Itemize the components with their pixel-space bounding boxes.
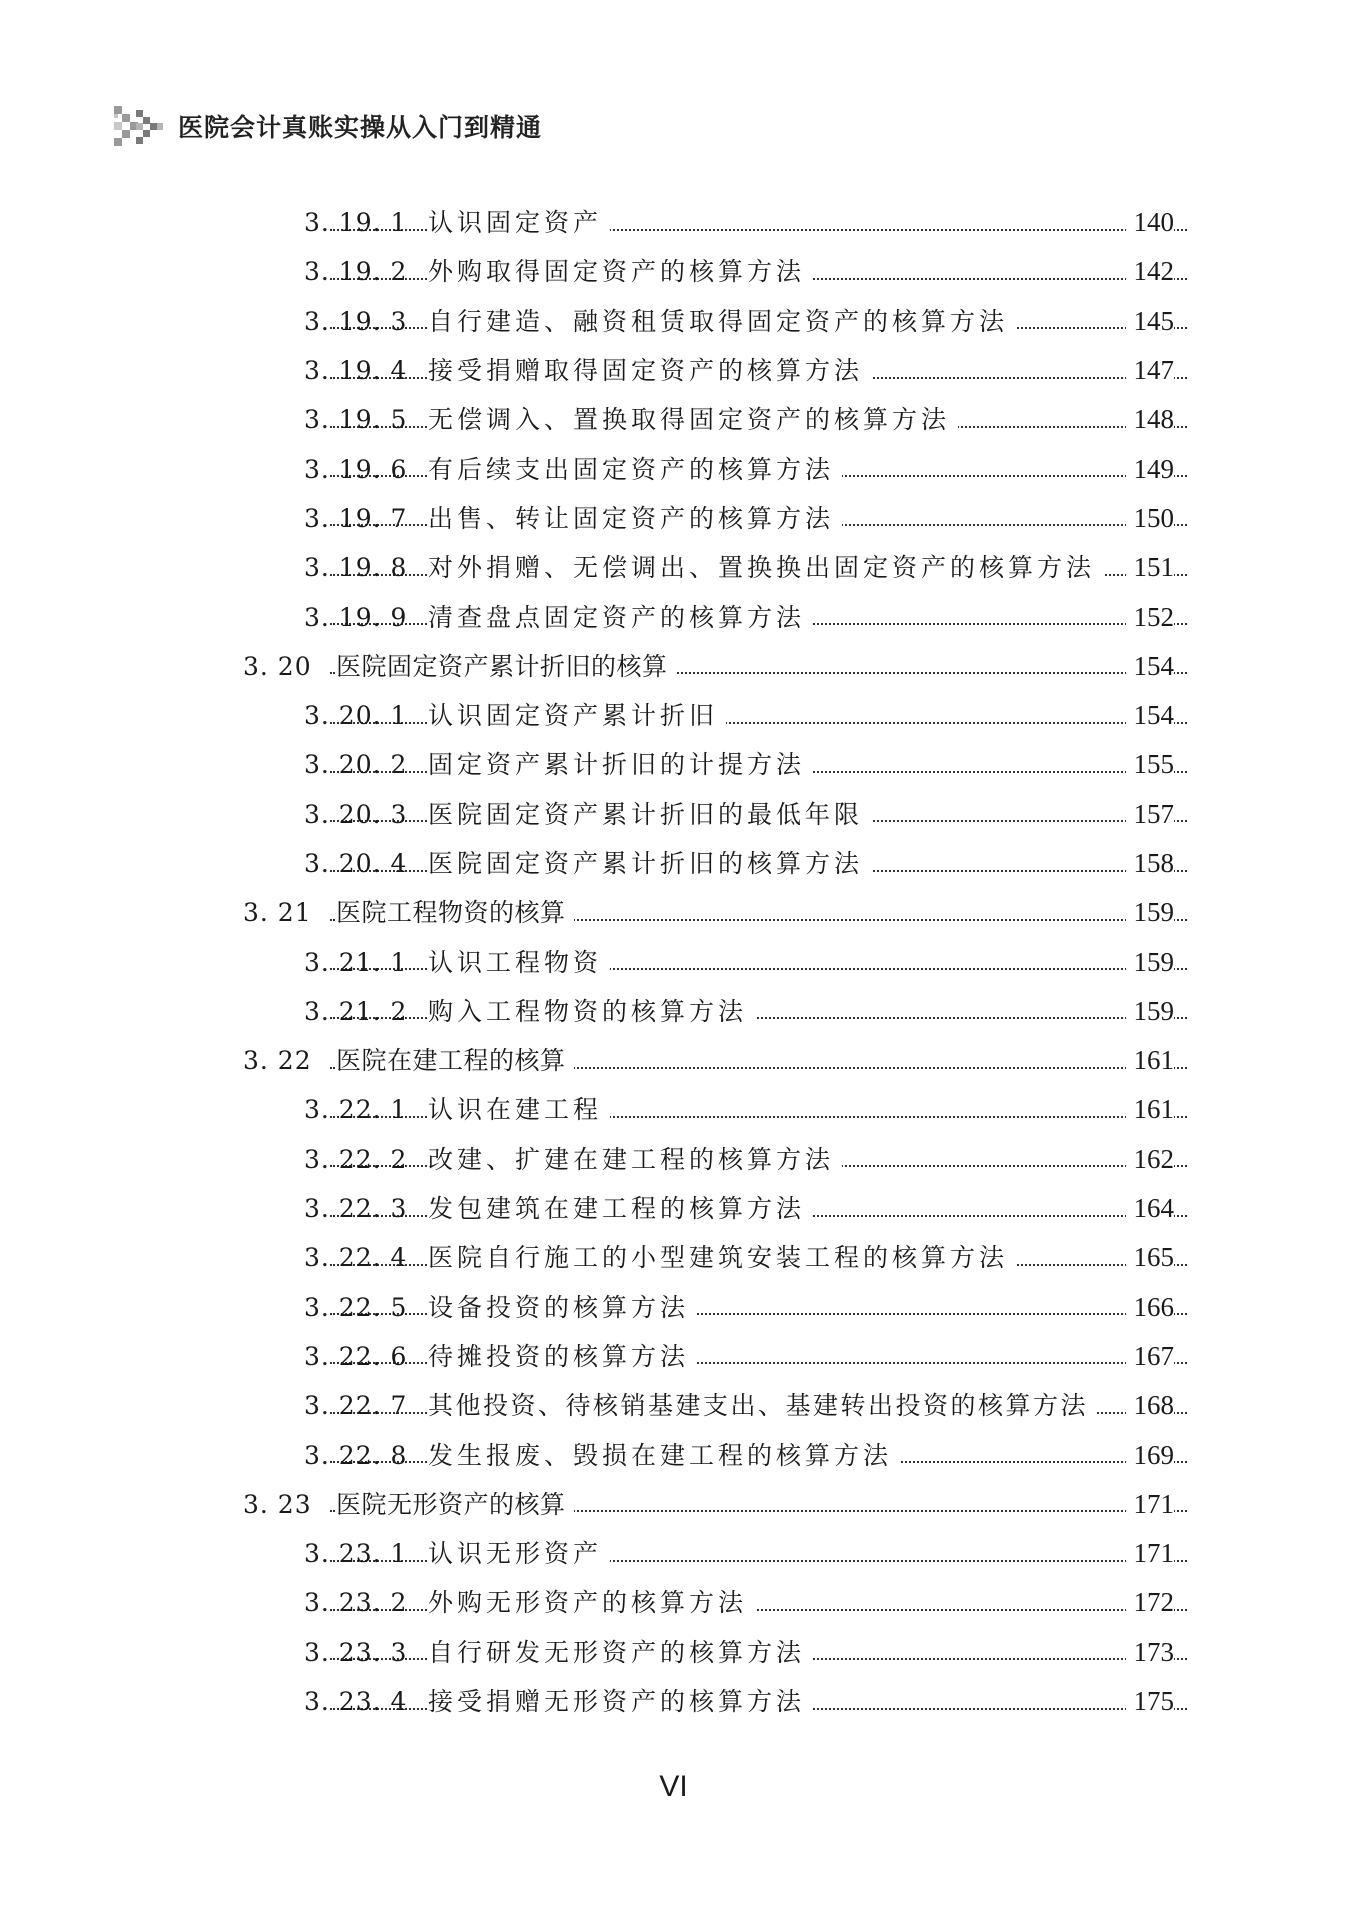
page-number: VI xyxy=(659,1770,688,1803)
toc-entry-title: 发生报废、毁损在建工程的核算方法 xyxy=(428,1443,900,1468)
toc-entry-number: 3. 19. 4 xyxy=(304,356,408,386)
toc-entry-title: 接受捐赠取得固定资产的核算方法 xyxy=(428,358,871,383)
toc-entry-page: 161 xyxy=(1126,1096,1175,1123)
toc-entry-number: 3. 22. 7 xyxy=(304,1391,408,1421)
toc-entry-number: 3. 22. 2 xyxy=(304,1144,408,1174)
toc-entry-page: 142 xyxy=(1126,258,1175,285)
toc-entry-title: 医院固定资产累计折旧的最低年限 xyxy=(428,802,871,827)
toc-entry-page: 157 xyxy=(1126,801,1175,828)
toc-entry-page: 150 xyxy=(1126,505,1175,532)
toc-subsection-entry[interactable] xyxy=(0,740,1347,789)
toc-entry-title: 自行建造、融资租赁取得固定资产的核算方法 xyxy=(428,309,1016,334)
toc-entry-page: 175 xyxy=(1126,1688,1175,1715)
toc-entry-page: 167 xyxy=(1126,1343,1175,1370)
toc-entry-title: 待摊投资的核算方法 xyxy=(428,1344,697,1369)
toc-entry-title: 认识工程物资 xyxy=(428,950,610,975)
toc-entry-page: 159 xyxy=(1126,949,1175,976)
toc-subsection-entry[interactable] xyxy=(0,1628,1347,1677)
toc-entry-title: 认识固定资产 xyxy=(428,210,610,235)
toc-entry-number: 3. 20 xyxy=(243,651,312,681)
toc-subsection-entry[interactable] xyxy=(0,1529,1347,1578)
toc-entry-page: 164 xyxy=(1126,1195,1175,1222)
toc-subsection-entry[interactable] xyxy=(0,839,1347,888)
toc-entry-number: 3. 23. 1 xyxy=(304,1539,408,1569)
toc-entry-number: 3. 22. 4 xyxy=(304,1243,408,1273)
toc-subsection-entry[interactable] xyxy=(0,444,1347,493)
toc-section-entry[interactable] xyxy=(0,1480,1347,1529)
toc-entry-title: 医院自行施工的小型建筑安装工程的核算方法 xyxy=(428,1245,1016,1270)
toc-entry-number: 3. 22. 8 xyxy=(304,1440,408,1470)
toc-entry-title: 外购无形资产的核算方法 xyxy=(428,1590,755,1615)
toc-entry-page: 166 xyxy=(1126,1294,1175,1321)
toc-entry-page: 172 xyxy=(1126,1589,1175,1616)
toc-entry-title: 医院固定资产累计折旧的核算 xyxy=(336,654,676,679)
toc-entry-page: 147 xyxy=(1126,357,1175,384)
toc-entry-page: 159 xyxy=(1126,899,1175,926)
toc-entry-number: 3. 20. 2 xyxy=(304,750,408,780)
toc-entry-number: 3. 19. 7 xyxy=(304,503,408,533)
toc-entry-page: 155 xyxy=(1126,751,1175,778)
toc-entry-number: 3. 23. 4 xyxy=(304,1687,408,1717)
toc-subsection-entry[interactable] xyxy=(0,1677,1347,1726)
toc-entry-page: 161 xyxy=(1126,1047,1175,1074)
toc-entry-title: 医院固定资产累计折旧的核算方法 xyxy=(428,851,871,876)
toc-entry-number: 3. 20. 3 xyxy=(304,799,408,829)
toc-subsection-entry[interactable] xyxy=(0,1135,1347,1184)
toc-entry-page: 154 xyxy=(1126,653,1175,680)
toc-subsection-entry[interactable] xyxy=(0,1332,1347,1381)
toc-entry-page: 158 xyxy=(1126,850,1175,877)
toc-entry-number: 3. 22 xyxy=(243,1046,312,1076)
toc-subsection-entry[interactable] xyxy=(0,937,1347,986)
toc-entry-page: 145 xyxy=(1126,308,1175,335)
toc-subsection-entry[interactable] xyxy=(0,247,1347,296)
toc-entry-title: 医院工程物资的核算 xyxy=(336,900,574,925)
toc-entry-title: 其他投资、待核销基建支出、基建转出投资的核算方法 xyxy=(428,1393,1096,1418)
toc-subsection-entry[interactable] xyxy=(0,1085,1347,1134)
toc-subsection-entry[interactable] xyxy=(0,1184,1347,1233)
toc-entry-page: 162 xyxy=(1126,1146,1175,1173)
toc-entry-title: 发包建筑在建工程的核算方法 xyxy=(428,1196,813,1221)
toc-subsection-entry[interactable] xyxy=(0,1430,1347,1479)
toc-entry-title: 自行研发无形资产的核算方法 xyxy=(428,1640,813,1665)
toc-entry-number: 3. 21. 1 xyxy=(304,947,408,977)
toc-entry-page: 159 xyxy=(1126,998,1175,1025)
toc-subsection-entry[interactable] xyxy=(0,198,1347,247)
toc-subsection-entry[interactable] xyxy=(0,592,1347,641)
toc-entry-number: 3. 21. 2 xyxy=(304,996,408,1026)
toc-entry-page: 151 xyxy=(1126,554,1175,581)
toc-entry-page: 148 xyxy=(1126,406,1175,433)
toc-entry-number: 3. 22. 1 xyxy=(304,1095,408,1125)
toc-entry-title: 出售、转让固定资产的核算方法 xyxy=(428,506,842,531)
toc-subsection-entry[interactable] xyxy=(0,1233,1347,1282)
toc-entry-page: 168 xyxy=(1126,1392,1175,1419)
toc-entry-title: 购入工程物资的核算方法 xyxy=(428,999,755,1024)
toc-subsection-entry[interactable] xyxy=(0,1283,1347,1332)
toc-entry-title: 认识固定资产累计折旧 xyxy=(428,703,726,728)
toc-entry-page: 173 xyxy=(1126,1639,1175,1666)
toc-entry-title: 设备投资的核算方法 xyxy=(428,1295,697,1320)
toc-section-entry[interactable] xyxy=(0,1036,1347,1085)
toc-subsection-entry[interactable] xyxy=(0,395,1347,444)
book-title: 医院会计真账实操从入门到精通 xyxy=(178,113,543,142)
toc-entry-number: 3. 22. 6 xyxy=(304,1341,408,1371)
toc-entry-number: 3. 23. 2 xyxy=(304,1588,408,1618)
toc-entry-page: 171 xyxy=(1126,1491,1175,1518)
toc-section-entry[interactable] xyxy=(0,888,1347,937)
toc-subsection-entry[interactable] xyxy=(0,1578,1347,1627)
toc-entry-page: 171 xyxy=(1126,1540,1175,1567)
toc-entry-title: 有后续支出固定资产的核算方法 xyxy=(428,457,842,482)
toc-entry-number: 3. 19. 9 xyxy=(304,602,408,632)
toc-entry-title: 医院无形资产的核算 xyxy=(336,1492,574,1517)
toc-entry-number: 3. 19. 3 xyxy=(304,306,408,336)
toc-entry-number: 3. 23. 3 xyxy=(304,1637,408,1667)
toc-entry-number: 3. 21 xyxy=(243,898,312,928)
toc-entry-number: 3. 19. 6 xyxy=(304,454,408,484)
toc-entry-number: 3. 20. 4 xyxy=(304,849,408,878)
toc-entry-page: 154 xyxy=(1126,702,1175,729)
toc-subsection-entry[interactable] xyxy=(0,346,1347,395)
toc-entry-title: 无偿调入、置换取得固定资产的核算方法 xyxy=(428,407,958,432)
toc-entry-page: 165 xyxy=(1126,1244,1175,1271)
toc-subsection-entry[interactable] xyxy=(0,1381,1347,1430)
toc-entry-title: 对外捐赠、无偿调出、置换换出固定资产的核算方法 xyxy=(428,555,1103,580)
toc-entry-page: 149 xyxy=(1126,456,1175,483)
toc-entry-number: 3. 23 xyxy=(243,1489,312,1519)
toc-subsection-entry[interactable] xyxy=(0,987,1347,1036)
toc-entry-number: 3. 22. 3 xyxy=(304,1194,408,1224)
toc-subsection-entry[interactable] xyxy=(0,543,1347,592)
toc-subsection-entry[interactable] xyxy=(0,691,1347,740)
toc-entry-page: 152 xyxy=(1126,604,1175,631)
toc-entry-number: 3. 19. 1 xyxy=(304,208,408,238)
toc-entry-title: 改建、扩建在建工程的核算方法 xyxy=(428,1147,842,1172)
toc-section-entry[interactable] xyxy=(0,642,1347,691)
toc-entry-title: 医院在建工程的核算 xyxy=(336,1048,574,1073)
toc-entry-number: 3. 22. 5 xyxy=(304,1292,408,1322)
toc-subsection-entry[interactable] xyxy=(0,494,1347,543)
toc-entry-page: 169 xyxy=(1126,1442,1175,1469)
toc-entry-page: 140 xyxy=(1126,209,1175,236)
toc-entry-title: 认识在建工程 xyxy=(428,1097,610,1122)
toc-entry-number: 3. 19. 8 xyxy=(304,553,408,583)
toc-entry-title: 认识无形资产 xyxy=(428,1541,610,1566)
toc-entry-title: 接受捐赠无形资产的核算方法 xyxy=(428,1689,813,1714)
toc-entry-number: 3. 19. 2 xyxy=(304,257,408,287)
toc-entry-title: 外购取得固定资产的核算方法 xyxy=(428,259,813,284)
table-of-contents xyxy=(0,198,1347,1726)
double-chevron-pixel-icon xyxy=(112,104,168,148)
toc-entry-number: 3. 20. 1 xyxy=(304,701,408,731)
toc-entry-number: 3. 19. 5 xyxy=(304,405,408,435)
running-header xyxy=(112,104,542,148)
toc-subsection-entry[interactable] xyxy=(0,297,1347,346)
toc-entry-title: 清查盘点固定资产的核算方法 xyxy=(428,605,813,630)
toc-subsection-entry[interactable] xyxy=(0,790,1347,839)
toc-entry-title: 固定资产累计折旧的计提方法 xyxy=(428,752,813,777)
